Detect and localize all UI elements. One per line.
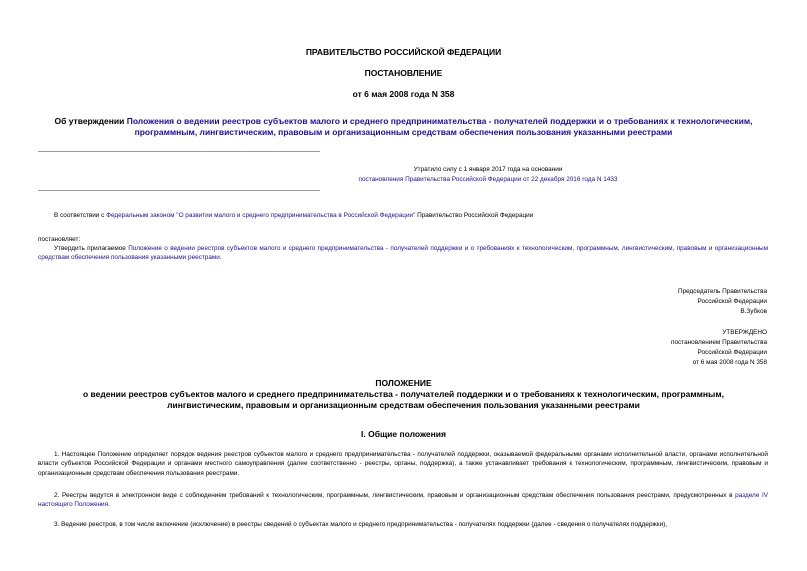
title-link[interactable]: Положения о ведении реестров субъектов малого и среднего предпринимательства - получателей поддержки и о требованиях к технологическим, программным, лингвистическим, правовым и организационным средствам обеспечения пользования указанными реестрами bbox=[126, 116, 753, 137]
regulation-heading: ПОЛОЖЕНИЕ bbox=[375, 378, 432, 388]
divider-bottom bbox=[38, 190, 320, 191]
paragraph-3: 3. Ведение реестров, в том числе включение (исключение) в реестры сведений о субъектах малого и среднего предпринимательства - получателях поддержки (далее - сведения о получателях поддержки), bbox=[54, 521, 668, 528]
approve-suffix: . bbox=[219, 254, 222, 262]
regulation-subtitle-2: лингвистическим, правовым и организационным средствам обеспечения пользования указанными реестрами bbox=[167, 400, 640, 410]
signature-title: Председатель Правительства bbox=[678, 288, 767, 295]
paragraph-2-suffix: . bbox=[108, 501, 110, 509]
government-name: ПРАВИТЕЛЬСТВО РОССИЙСКОЙ ФЕДЕРАЦИИ bbox=[305, 47, 502, 57]
paragraph-1: 1. Настоящее Положение определяет порядок ведения реестров субъектов малого и среднего предпринимательства - получателей поддержки, оказываемой федеральными органами исполнительной власти, органами исполнительной власти субъектов Российской Федерации и органами местного самоуправления (далее соответственно - реестры, органы, поддержка), а также устанавливает требования к технологическим, программным, лингвистическим, правовым и организационным средствам обеспечения пользования реестрами. bbox=[38, 451, 768, 477]
paragraph-2-text: 2. Реестры ведутся в электронном виде с соблюдением требований к технологическим, программным, лингвистическим, правовым и организационным средствам обеспечения пользования реестрами, предусмотренных в bbox=[54, 492, 736, 499]
document-date-number: от 6 мая 2008 года N 358 bbox=[352, 89, 455, 99]
divider-top bbox=[38, 151, 320, 152]
signature-country: Российской Федерации bbox=[697, 298, 767, 305]
status-line: Утратило силу с 1 января 2017 года на основании bbox=[413, 166, 563, 173]
regulation-subtitle-1: о ведении реестров субъектов малого и среднего предпринимательства - получателей поддержки и о требованиях к технологическим, программным, bbox=[83, 389, 724, 399]
paragraph-2 bbox=[38, 491, 768, 510]
document-type: ПОСТАНОВЛЕНИЕ bbox=[364, 68, 443, 78]
preamble-suffix: Правительство Российской Федерации bbox=[415, 212, 534, 219]
approved-by: постановлением Правительства bbox=[671, 339, 767, 346]
federal-law-link[interactable]: Федеральным законом "О развитии малого и среднего предпринимательства в Российской Федерации" bbox=[106, 212, 416, 219]
approved-label: УТВЕРЖДЕНО bbox=[722, 329, 767, 336]
approved-country: Российской Федерации bbox=[697, 349, 767, 356]
status-link[interactable]: постановления Правительства Российской Федерации от 22 декабря 2016 года N 1433 bbox=[358, 176, 618, 183]
signature-name: В.Зубков bbox=[740, 308, 767, 315]
document-title bbox=[36, 116, 771, 138]
approve-paragraph bbox=[38, 244, 768, 263]
preamble-prefix: В соответствии с bbox=[54, 212, 107, 219]
approved-date: от 6 мая 2008 года N 358 bbox=[692, 359, 767, 366]
section-1-heading: I. Общие положения bbox=[361, 429, 446, 439]
preamble bbox=[54, 211, 774, 220]
regulation-link[interactable]: Положение о ведении реестров субъектов малого и среднего предпринимательства - получателей поддержки и о требованиях к технологическим, программным, лингвистическим, правовым и организационным средствам обеспечения пользования указанными реестрами bbox=[38, 245, 769, 262]
approve-prefix: Утвердить прилагаемое bbox=[54, 245, 129, 252]
section-4-link[interactable]: разделе IV настоящего Положения bbox=[38, 492, 768, 509]
resolves-text: постановляет: bbox=[38, 236, 81, 243]
title-prefix: Об утверждении bbox=[54, 116, 127, 126]
